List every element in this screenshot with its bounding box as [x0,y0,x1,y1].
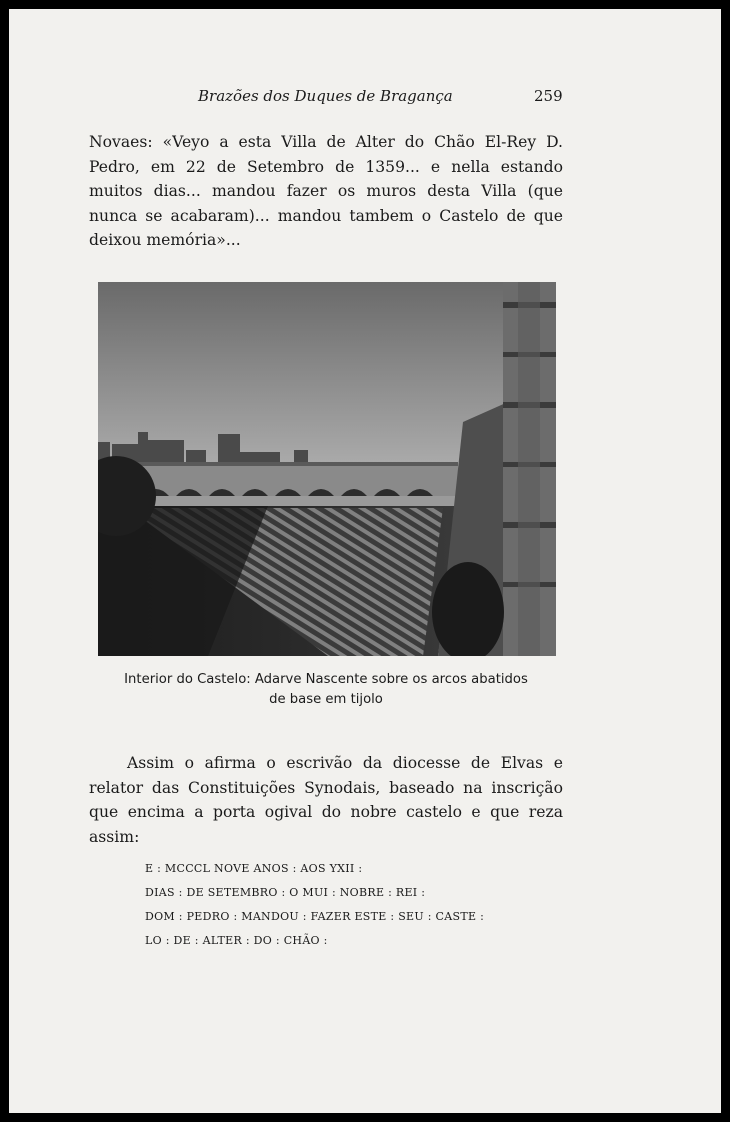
inscription-line: E : MCCCL NOVE ANOS : AOS YXII : [145,862,363,875]
castle-photograph [98,282,556,656]
inscription [145,857,575,953]
page-number: 259 [534,87,563,105]
quote-paragraph: Novaes: «Veyo a esta Villa de Alter do Chão El-Rey D. Pedro, em 22 de Setembro de 1359... e nella estando muitos dias... mandou fazer os muros desta Villa (que nunca se acabaram)... mandou tambem o Castelo de que deixou memória»... [89,133,563,249]
main-paragraph: Assim o afirma o escrivão da diocesse de Elvas e relator das Constituições Synodais, baseado na inscrição que encima a porta ogival do nobre castelo e que reza assim: [89,754,563,846]
caption-line-2: de base em tijolo [269,692,383,707]
inscription-line: LO : DE : ALTER : DO : CHÃO : [145,934,328,947]
inscription-line: DIAS : DE SETEMBRO : O MUI : NOBRE : REI : [145,886,426,899]
running-title: Brazões dos Duques de Bragança [198,87,453,105]
figure-caption [89,670,563,710]
inscription-line: DOM : PEDRO : MANDOU : FAZER ESTE : SEU : CASTE : [145,910,485,923]
caption-line-1: Interior do Castelo: Adarve Nascente sobre os arcos abatidos [124,672,528,687]
book-page [9,9,721,1113]
